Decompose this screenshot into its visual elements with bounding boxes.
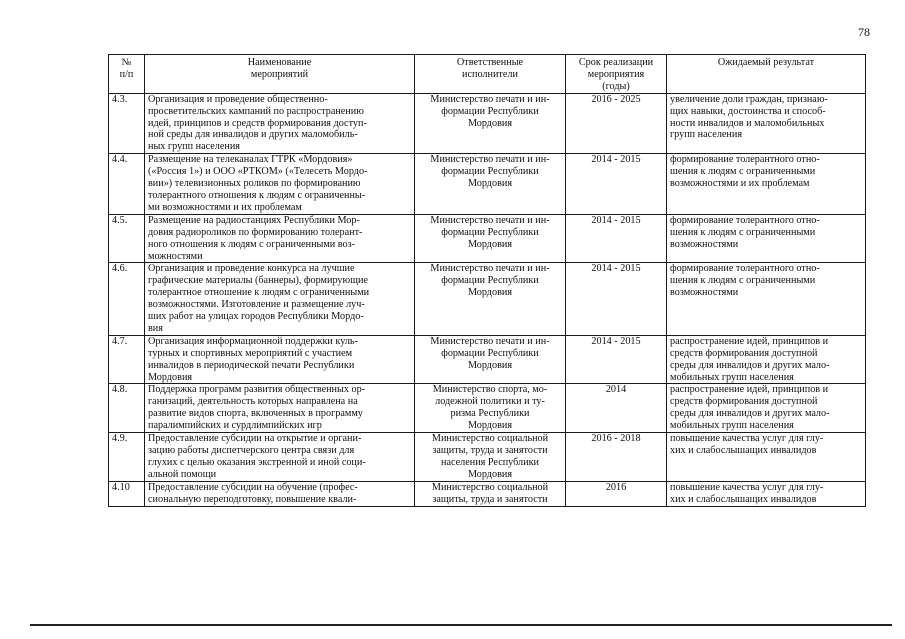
table-row [109, 93, 866, 154]
measures-table [108, 54, 866, 507]
implementation-term: 2014 [566, 384, 667, 433]
text-line: мобильных групп населения [670, 371, 794, 383]
text-line: Мордовия [467, 359, 513, 371]
text-line: Предоставление субсидии на обучение (профес- [148, 481, 358, 493]
text-line: ной среды для инвалидов и других маломобиль- [148, 129, 358, 141]
text-line: Министерство печати и ин- [430, 263, 550, 275]
text-line: Наименование [247, 57, 312, 68]
text-line: вии») телевизионных роликов по формированию [148, 178, 361, 190]
text-line: мероприятий [250, 68, 309, 80]
text-line: шения к людям с ограниченными [670, 166, 816, 178]
text-line: ми возможностями и их проблемам [148, 201, 302, 213]
table-row [109, 154, 866, 215]
text-line: («Россия 1») и ООО «РТКОМ» («Телесеть Мордо- [148, 166, 368, 178]
text-line: хих и слабослышащих инвалидов [670, 445, 817, 456]
text-line: Министерство спорта, мо- [432, 384, 548, 396]
text-line: щих навыки, достоинства и способ- [670, 105, 826, 117]
text-line: формирование толерантного отно- [670, 154, 820, 166]
measure-name [145, 335, 415, 384]
text-line: формации Республики [441, 166, 539, 178]
implementation-term: 2016 [566, 481, 667, 506]
bottom-rule [30, 624, 892, 626]
text-line: п/п [119, 68, 134, 80]
row-number: 4.3. [109, 93, 145, 154]
implementation-term: 2014 - 2015 [566, 263, 667, 335]
text-line: Министерство социальной [431, 481, 549, 493]
text-line: довия радиороликов по формированию толерант- [148, 226, 363, 238]
text-line: Мордовия [467, 468, 513, 480]
text-line: идей, принципов и средств формирования доступ- [148, 117, 367, 129]
table-row [109, 263, 866, 335]
text-line: Размещение на радиостанциях Республики Мор- [148, 214, 360, 226]
responsible-executors [415, 214, 566, 263]
text-line: Организация и проведение общественно- [148, 93, 328, 105]
table-header-row [109, 55, 866, 94]
row-number: 4.6. [109, 263, 145, 335]
text-line: возможностями [670, 287, 739, 299]
text-line: ного отношения к людям с ограниченными воз- [148, 238, 356, 250]
measure-name [145, 263, 415, 335]
page-number: 78 [858, 25, 870, 39]
header-name [145, 55, 415, 94]
text-line: мобильных групп населения [670, 420, 794, 432]
text-line: инвалидов в периодической печати Республики [148, 359, 355, 371]
text-line: паралимпийских и сурдлимпийских игр [148, 420, 322, 432]
text-line: (годы) [602, 80, 630, 92]
text-line: Мордовия [467, 420, 513, 432]
text-line: Министерство печати и ин- [430, 154, 550, 166]
text-line: формирование толерантного отно- [670, 263, 820, 275]
text-line: альной помощи [148, 468, 217, 480]
measure-name [145, 154, 415, 215]
row-number: 4.7. [109, 335, 145, 384]
expected-result [667, 154, 866, 215]
text-line: ности инвалидов и маломобильных [670, 117, 825, 129]
text-line: Министерство печати и ин- [430, 214, 550, 226]
text-line: Организация информационной поддержки куль- [148, 335, 358, 347]
text-line: Министерство социальной [431, 433, 549, 445]
text-line: формации Республики [441, 105, 539, 117]
text-line: турных и спортивных мероприятий с участием [148, 347, 353, 359]
responsible-executors [415, 481, 566, 506]
text-line: средств формирования доступной [670, 347, 818, 359]
text-line: исполнители [462, 68, 518, 80]
text-line: сиональную переподготовку, повышение квали- [148, 493, 357, 505]
text-line: толерантное отношение к людям с ограниченными [148, 287, 370, 299]
expected-result [667, 335, 866, 384]
measure-name [145, 433, 415, 482]
text-line: защиты, труда и занятости [432, 493, 548, 505]
row-number: 4.9. [109, 433, 145, 482]
responsible-executors [415, 384, 566, 433]
text-line: Размещение на телеканалах ГТРК «Мордовия» [148, 154, 353, 166]
responsible-executors [415, 93, 566, 154]
text-line: можностями [148, 250, 203, 262]
header-term [566, 55, 667, 94]
text-line: защиты, труда и занятости [432, 445, 548, 456]
table-body [109, 93, 866, 506]
text-line: населения Республики [441, 456, 539, 468]
text-line: хих и слабослышащих инвалидов [670, 493, 817, 505]
table-row [109, 214, 866, 263]
text-line: Ожидаемый результат [717, 57, 815, 68]
text-line: средств формирования доступной [670, 396, 818, 408]
text-line: среды для инвалидов и других мало- [670, 408, 830, 420]
text-line: Мордовия [148, 371, 193, 383]
row-number: 4.8. [109, 384, 145, 433]
table-row [109, 433, 866, 482]
text-line: лодежной политики и ту- [435, 396, 545, 408]
text-line: повышение качества услуг для глу- [670, 481, 824, 493]
text-line: ганизаций, деятельность которых направлена на [148, 396, 358, 408]
responsible-executors [415, 335, 566, 384]
implementation-term: 2014 - 2015 [566, 214, 667, 263]
text-line: повышение качества услуг для глу- [670, 433, 824, 445]
text-line: ризма Республики [450, 408, 530, 420]
responsible-executors [415, 154, 566, 215]
expected-result [667, 263, 866, 335]
text-line: шения к людям с ограниченными [670, 275, 816, 287]
text-line: формирование толерантного отно- [670, 214, 820, 226]
text-line: распространение идей, принципов и [670, 384, 829, 396]
text-line: Министерство печати и ин- [430, 93, 550, 105]
expected-result [667, 433, 866, 482]
text-line: зацию работы диспетчерского центра связи для [148, 445, 355, 456]
implementation-term: 2016 - 2018 [566, 433, 667, 482]
header-result [667, 55, 866, 94]
text-line: Мордовия [467, 178, 513, 190]
measure-name [145, 481, 415, 506]
text-line: формации Республики [441, 347, 539, 359]
table-row [109, 384, 866, 433]
text-line: шения к людям с ограниченными [670, 226, 816, 238]
text-line: увеличение доли граждан, признаю- [670, 93, 828, 105]
text-line: глухих с целью оказания экстренной и иной соци- [148, 456, 366, 468]
text-line: Организация и проведение конкурса на лучшие [148, 263, 355, 275]
text-line: графические материалы (баннеры), формирующие [148, 275, 368, 287]
implementation-term: 2014 - 2015 [566, 335, 667, 384]
header-num [109, 55, 145, 94]
text-line: толерантного отношения к людям с ограниченны- [148, 189, 366, 201]
row-number: 4.5. [109, 214, 145, 263]
text-line: распространение идей, принципов и [670, 335, 829, 347]
text-line: формации Республики [441, 226, 539, 238]
measure-name [145, 214, 415, 263]
measure-name [145, 93, 415, 154]
header-exec [415, 55, 566, 94]
text-line: возможностями. Изготовление и размещение луч- [148, 299, 365, 311]
text-line: Мордовия [467, 117, 513, 129]
text-line: Мордовия [467, 287, 513, 299]
text-line: возможностями [670, 238, 739, 250]
expected-result [667, 384, 866, 433]
text-line: Поддержка программ развития общественных ор- [148, 384, 366, 396]
text-line: среды для инвалидов и других мало- [670, 359, 830, 371]
row-number: 4.4. [109, 154, 145, 215]
row-number: 4.10 [109, 481, 145, 506]
implementation-term: 2014 - 2015 [566, 154, 667, 215]
text-line: Срок реализации [578, 57, 654, 68]
implementation-term: 2016 - 2025 [566, 93, 667, 154]
measure-name [145, 384, 415, 433]
text-line: вия [148, 322, 163, 334]
text-line: Мордовия [467, 238, 513, 250]
responsible-executors [415, 433, 566, 482]
text-line: просветительских кампаний по распространению [148, 105, 364, 117]
text-line: Предоставление субсидии на открытие и органи- [148, 433, 362, 445]
text-line: № [121, 57, 132, 68]
table-row [109, 335, 866, 384]
text-line: групп населения [670, 129, 743, 141]
responsible-executors [415, 263, 566, 335]
table-row [109, 481, 866, 506]
expected-result [667, 481, 866, 506]
text-line: ших работ на улицах городов Республики Мордо- [148, 311, 364, 323]
text-line: ных групп населения [148, 141, 240, 153]
text-line: формации Республики [441, 275, 539, 287]
expected-result [667, 93, 866, 154]
text-line: Министерство печати и ин- [430, 335, 550, 347]
text-line: возможностями и их проблемам [670, 178, 810, 190]
text-line: развитие видов спорта, включенных в программу [148, 408, 363, 420]
text-line: мероприятия [587, 68, 645, 80]
expected-result [667, 214, 866, 263]
text-line: Ответственные [456, 57, 524, 68]
